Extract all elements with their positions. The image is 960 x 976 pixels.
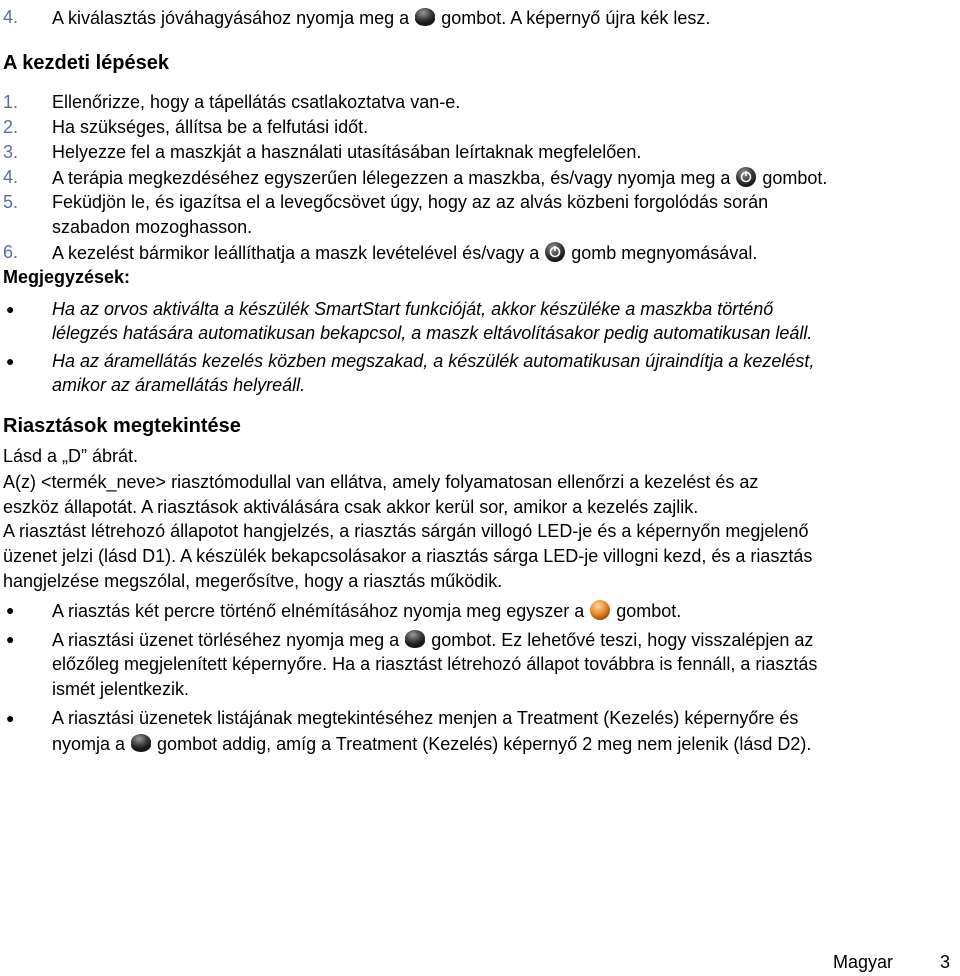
step-text-end: gombot. A képernyő újra kék lesz. <box>441 8 711 28</box>
see-figure: Lásd a „D” ábrát. <box>3 446 139 466</box>
para2-line2: üzenet jelzi (lásd D1). A készülék bekapcsolásakor a riasztás sárga LED-je villogni kezd, és a riasztás <box>3 546 813 566</box>
heading-alarms: Riasztások megtekintése <box>3 415 241 437</box>
bullet: ● <box>6 353 15 369</box>
dial-button-icon <box>404 628 426 650</box>
alarm-mute-button-icon <box>589 599 611 621</box>
bullet: ● <box>6 602 15 618</box>
dial-button-icon <box>414 6 436 28</box>
heading-getting-started: A kezdeti lépések <box>3 52 170 74</box>
notes-title: Megjegyzések: <box>3 267 131 287</box>
step-number: 4. <box>3 7 19 27</box>
para2-line3: hangjelzése megszólal, megerősítve, hogy a riasztás működik. <box>3 571 503 591</box>
bullet: ● <box>6 710 15 726</box>
para2-line1: A riasztást létrehozó állapotot hangjelzés, a riasztás sárgán villogó LED-je és a képernyőn megjelenő <box>3 521 809 541</box>
page-number: 3 <box>940 952 951 972</box>
bullet: ● <box>6 631 15 647</box>
dial-button-icon <box>130 732 152 754</box>
document-page: 4. A kiválasztás jóváhagyásához nyomja meg a gombot. A képernyő újra kék lesz. A kezdeti lépések 1. Ellenőrizze, hogy a tápellátás csatlakoztatva van-e. 2. Ha szükséges, állítsa be a felfutási időt. 3. Helyezze fel a maszkját a használati utasításában leírtaknak megfelelően. 4. A terápia megkezdéséhez egyszerűen lélegezzen a maszkba, és/vagy nyomja meg a gombot. 5. Feküdjön le, és igazítsa el a levegőcsövet úgy, hogy az az alvás közbeni forgolódás során szabadon mozoghasson. 6. A kezelést bármikor leállíthatja a maszk levételével és/vagy a gomb megnyomásával. Megjegyzések: ● Ha az orvos aktiválta a készülék SmartStart funkcióját, akkor készüléke a maszkba történő lélegzés hatására automatikusan bekapcsol, a maszk eltávolításakor pedig automatikusan leáll. ● Ha az áramellátás kezelés közben megszakad, a készülék automatikusan újraindítja a kezelést, amikor az áramellátás helyreáll. Riasztások megtekintése Lásd a „D” ábrát. A(z) <termék_neve> riasztómodullal van ellátva, amely folyamatosan ellenőrzi a kezelést és az eszköz állapotát. A riasztások aktiválására csak akkor kerül sor, amikor a kezelés zajlik. A riasztást létrehozó állapotot hangjelzés, a riasztás sárgán villogó LED-je és a képernyőn megjelenő üzenet jelzi (lásd D1). A készülék bekapcsolásakor a riasztás sárga LED-je villogni kezd, és a riasztás hangjelzése megszólal, megerősítve, hogy a riasztás működik. ● A riasztás két percre történő elnémításához nyomja meg egyszer a gombot. ● A riasztási üzenet törléséhez nyomja meg a gombot. Ez lehetővé teszi, hogy visszalépjen az előzőleg megjelenített képernyőre. Ha a riasztást létrehozó állapot továbbra is fennáll, a riasztás ismét jelentkezik. ● A riasztási üzenetek listájának megtekintéséhez menjen a Treatment (Kezelés) képernyőre és nyomja a gombot addig, amíg a Treatment (Kezelés) képernyő 2 meg nem jelenik (lásd D2). Magyar 3 <box>3 7 951 972</box>
footer-language: Magyar <box>833 952 894 972</box>
power-button-icon <box>735 166 757 188</box>
step-text: A kiválasztás jóváhagyásához nyomja meg a <box>52 8 410 28</box>
para1-line2: eszköz állapotát. A riasztások aktiválására csak akkor kerül sor, amikor a kezelés zajlik. <box>3 497 699 517</box>
power-button-icon <box>544 241 566 263</box>
bullet: ● <box>6 301 15 317</box>
para1-line1: A(z) <termék_neve> riasztómodullal van ellátva, amely folyamatosan ellenőrzi a kezelést és az <box>3 472 759 492</box>
